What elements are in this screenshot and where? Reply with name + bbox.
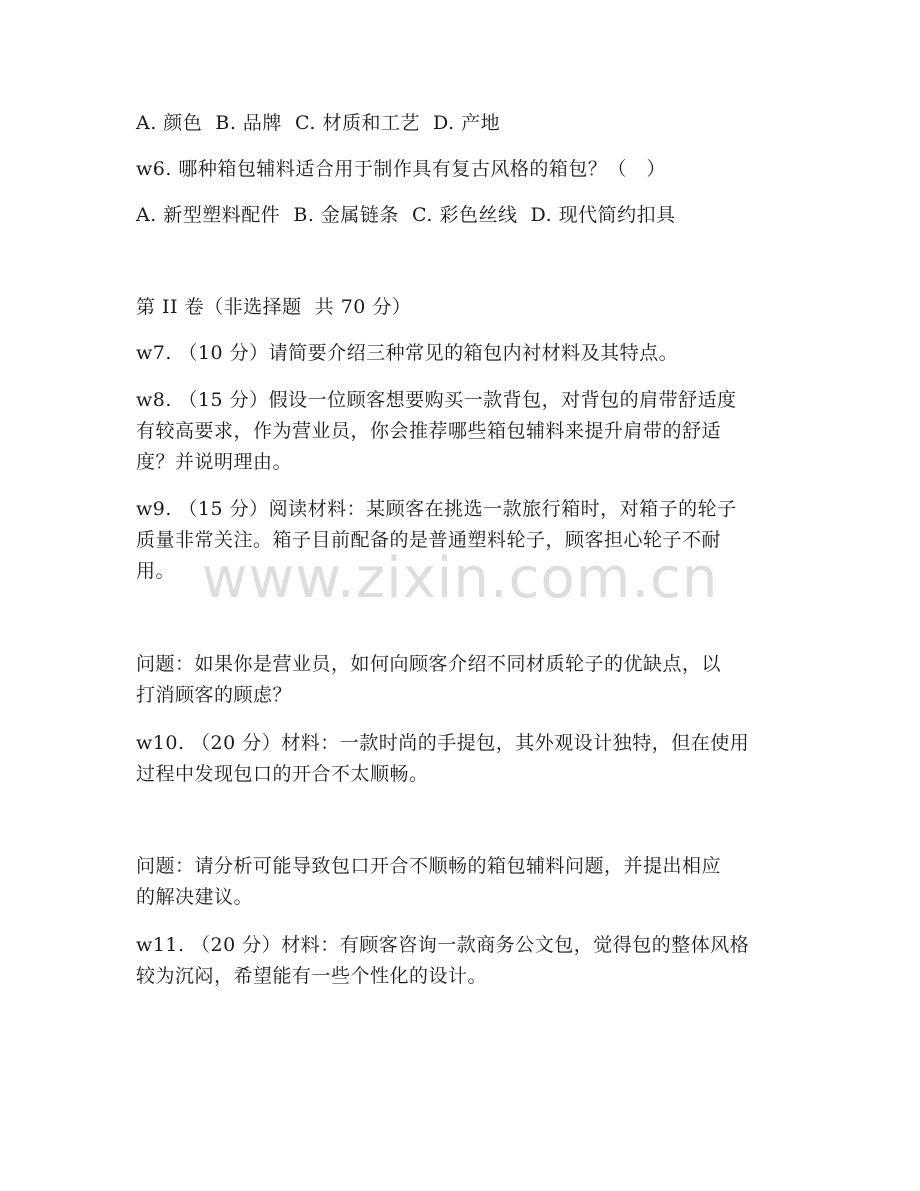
q10-line-2: 过程中发现包口的开合不太顺畅。 [136, 763, 429, 785]
q6-options: A. 新型塑料配件 B. 金属链条 C. 彩色丝线 D. 现代简约扣具 [136, 204, 676, 226]
q9-line-2: 质量非常关注。箱子目前配备的是普通塑料轮子，顾客担心轮子不耐 [136, 529, 722, 551]
q6-question: w6. 哪种箱包辅料适合用于制作具有复古风格的箱包？（ ） [136, 158, 667, 180]
watermark: www.zixin.com.cn [201, 546, 719, 611]
q5-options: A. 颜色 B. 品牌 C. 材质和工艺 D. 产地 [136, 112, 501, 134]
q8-line-1: w8. （15 分）假设一位顾客想要购买一款背包，对背包的肩带舒适度 [136, 389, 737, 411]
section-heading: 第 II 卷（非选择题 共 70 分） [136, 296, 412, 318]
q8-line-3: 度？并说明理由。 [136, 451, 293, 473]
q8-line-2: 有较高要求，作为营业员，你会推荐哪些箱包辅料来提升肩带的舒适 [136, 420, 722, 442]
q7-question: w7. （10 分）请简要介绍三种常见的箱包内衬材料及其特点。 [136, 342, 679, 364]
q9-problem-line-2: 打消顾客的顾虑？ [136, 684, 293, 706]
q10-problem-line-1: 问题：请分析可能导致包口开合不顺畅的箱包辅料问题，并提出相应 [136, 855, 722, 877]
q9-line-1: w9. （15 分）阅读材料：某顾客在挑选一款旅行箱时，对箱子的轮子 [136, 498, 737, 520]
q9-line-3: 用。 [136, 560, 176, 582]
q11-line-2: 较为沉闷，希望能有一些个性化的设计。 [136, 965, 488, 987]
q10-problem-line-2: 的解决建议。 [136, 886, 254, 908]
q10-line-1: w10. （20 分）材料：一款时尚的手提包，其外观设计独特，但在使用 [136, 732, 750, 754]
q11-line-1: w11. （20 分）材料：有顾客咨询一款商务公文包，觉得包的整体风格 [136, 934, 750, 956]
q9-problem-line-1: 问题：如果你是营业员，如何向顾客介绍不同材质轮子的优缺点，以 [136, 653, 722, 675]
